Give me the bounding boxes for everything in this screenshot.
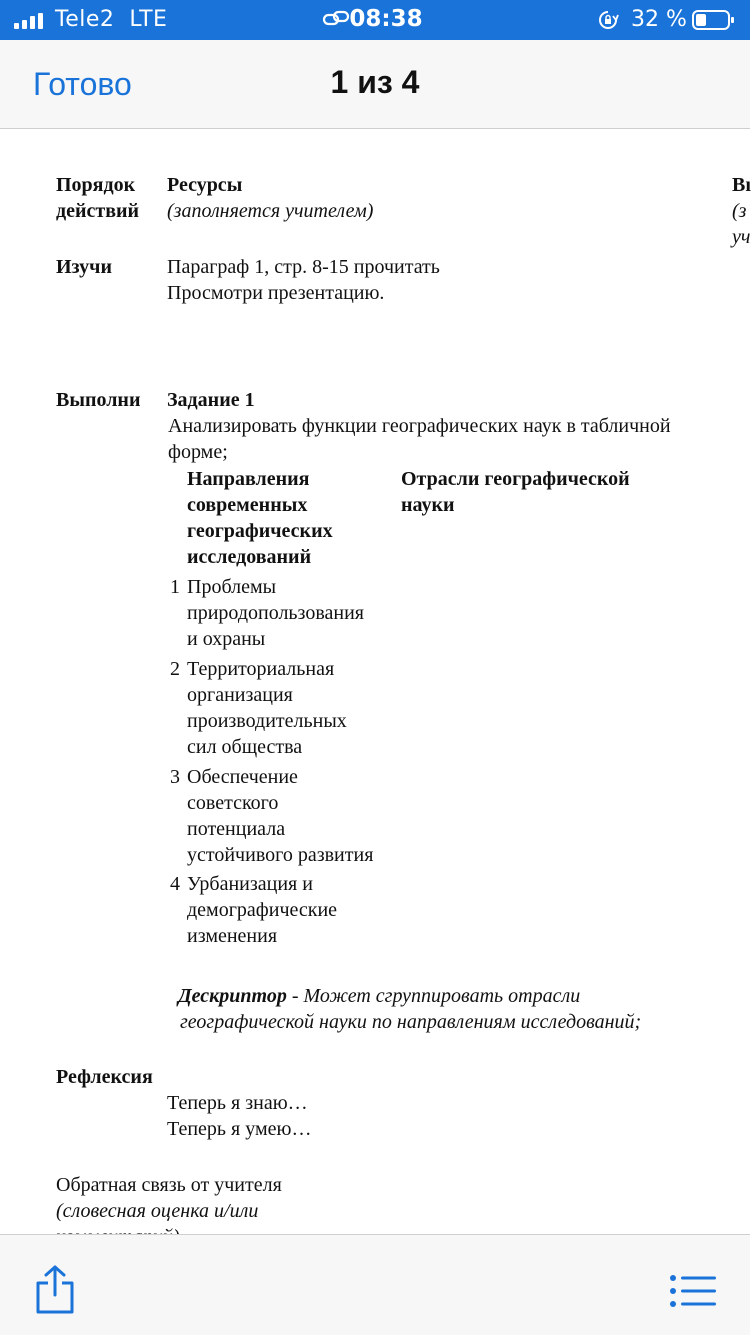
table-row-text: производительных — [187, 710, 347, 732]
carrier-label: Tele2 LTE — [55, 7, 168, 32]
table-header-branches-2: науки — [401, 494, 455, 516]
step-study-label: Изучи — [56, 256, 112, 278]
step-do-label: Выполни — [56, 389, 141, 411]
column-header-steps-2: действий — [56, 200, 140, 222]
table-row-text: Проблемы — [187, 576, 277, 598]
task-line-2: форме; — [168, 441, 228, 463]
column-header-resources-note: (заполняется учителем) — [167, 200, 374, 222]
feedback-line-2: (словесная оценка и/или — [56, 1200, 259, 1222]
table-header-branches-1: Отрасли географической — [401, 468, 630, 490]
task-title: Задание 1 — [167, 389, 255, 411]
column-header-third: Вı — [732, 174, 751, 196]
table-row-text: и охраны — [187, 628, 266, 650]
table-row-text: демографические — [187, 899, 338, 921]
table-row-text: сил общества — [187, 736, 303, 758]
table-row-number: 4 — [170, 873, 180, 895]
page-counter: 1 из 4 — [330, 64, 420, 100]
table-row-text: организация — [187, 684, 293, 706]
table-row-number: 1 — [170, 576, 180, 598]
table-row-number: 2 — [170, 658, 180, 680]
share-icon[interactable] — [34, 1265, 76, 1315]
table-row-text: Урбанизация и — [187, 873, 313, 895]
table-row-text: потенциала — [187, 818, 286, 840]
status-bar — [0, 0, 750, 40]
list-icon[interactable] — [670, 1274, 716, 1308]
table-row-text: изменения — [187, 925, 278, 947]
bottom-toolbar — [0, 1234, 750, 1335]
descriptor-term: Дескриптор — [178, 985, 287, 1007]
study-line-1: Параграф 1, стр. 8-15 прочитать — [167, 256, 440, 278]
rotation-lock-icon — [598, 10, 618, 30]
task-line-1: Анализировать функции географических наук в табличной — [168, 415, 671, 437]
column-header-third-note-2: уч — [732, 226, 751, 248]
table-header-directions-3: географических — [187, 520, 333, 542]
reflection-line-2: Теперь я умею… — [167, 1118, 312, 1140]
table-header-directions-2: современных — [187, 494, 308, 516]
table-row-text: советского — [187, 792, 279, 814]
descriptor-text: - Может сгруппировать отрасли — [286, 985, 581, 1007]
table-row-text: устойчивого развития — [187, 844, 374, 866]
feedback-line-1: Обратная связь от учителя — [56, 1174, 282, 1196]
table-header-directions-4: исследований — [187, 546, 312, 568]
done-button[interactable]: Готово — [33, 66, 132, 102]
navigation-bar — [0, 40, 750, 129]
battery-percent: 32 % — [631, 7, 687, 32]
reflection-label: Рефлексия — [56, 1066, 153, 1088]
column-header-steps-1: Порядок — [56, 174, 136, 196]
reflection-line-1: Теперь я знаю… — [167, 1092, 308, 1114]
table-row-number: 3 — [170, 766, 180, 788]
clock: 08:38 — [349, 6, 423, 32]
table-header-directions-1: Направления — [187, 468, 310, 490]
battery-icon — [692, 10, 734, 30]
column-header-resources: Ресурсы — [167, 174, 243, 196]
column-header-third-note-1: (з — [732, 200, 747, 222]
descriptor-line-1 — [178, 983, 580, 1009]
document-viewer[interactable] — [0, 129, 750, 1234]
table-row-text: Территориальная — [187, 658, 335, 680]
descriptor-line-2: географической науки по направлениям исследований; — [180, 1011, 642, 1033]
table-row-text: природопользования — [187, 602, 364, 624]
study-line-2: Просмотри презентацию. — [167, 282, 385, 304]
table-row-text: Обеспечение — [187, 766, 298, 788]
